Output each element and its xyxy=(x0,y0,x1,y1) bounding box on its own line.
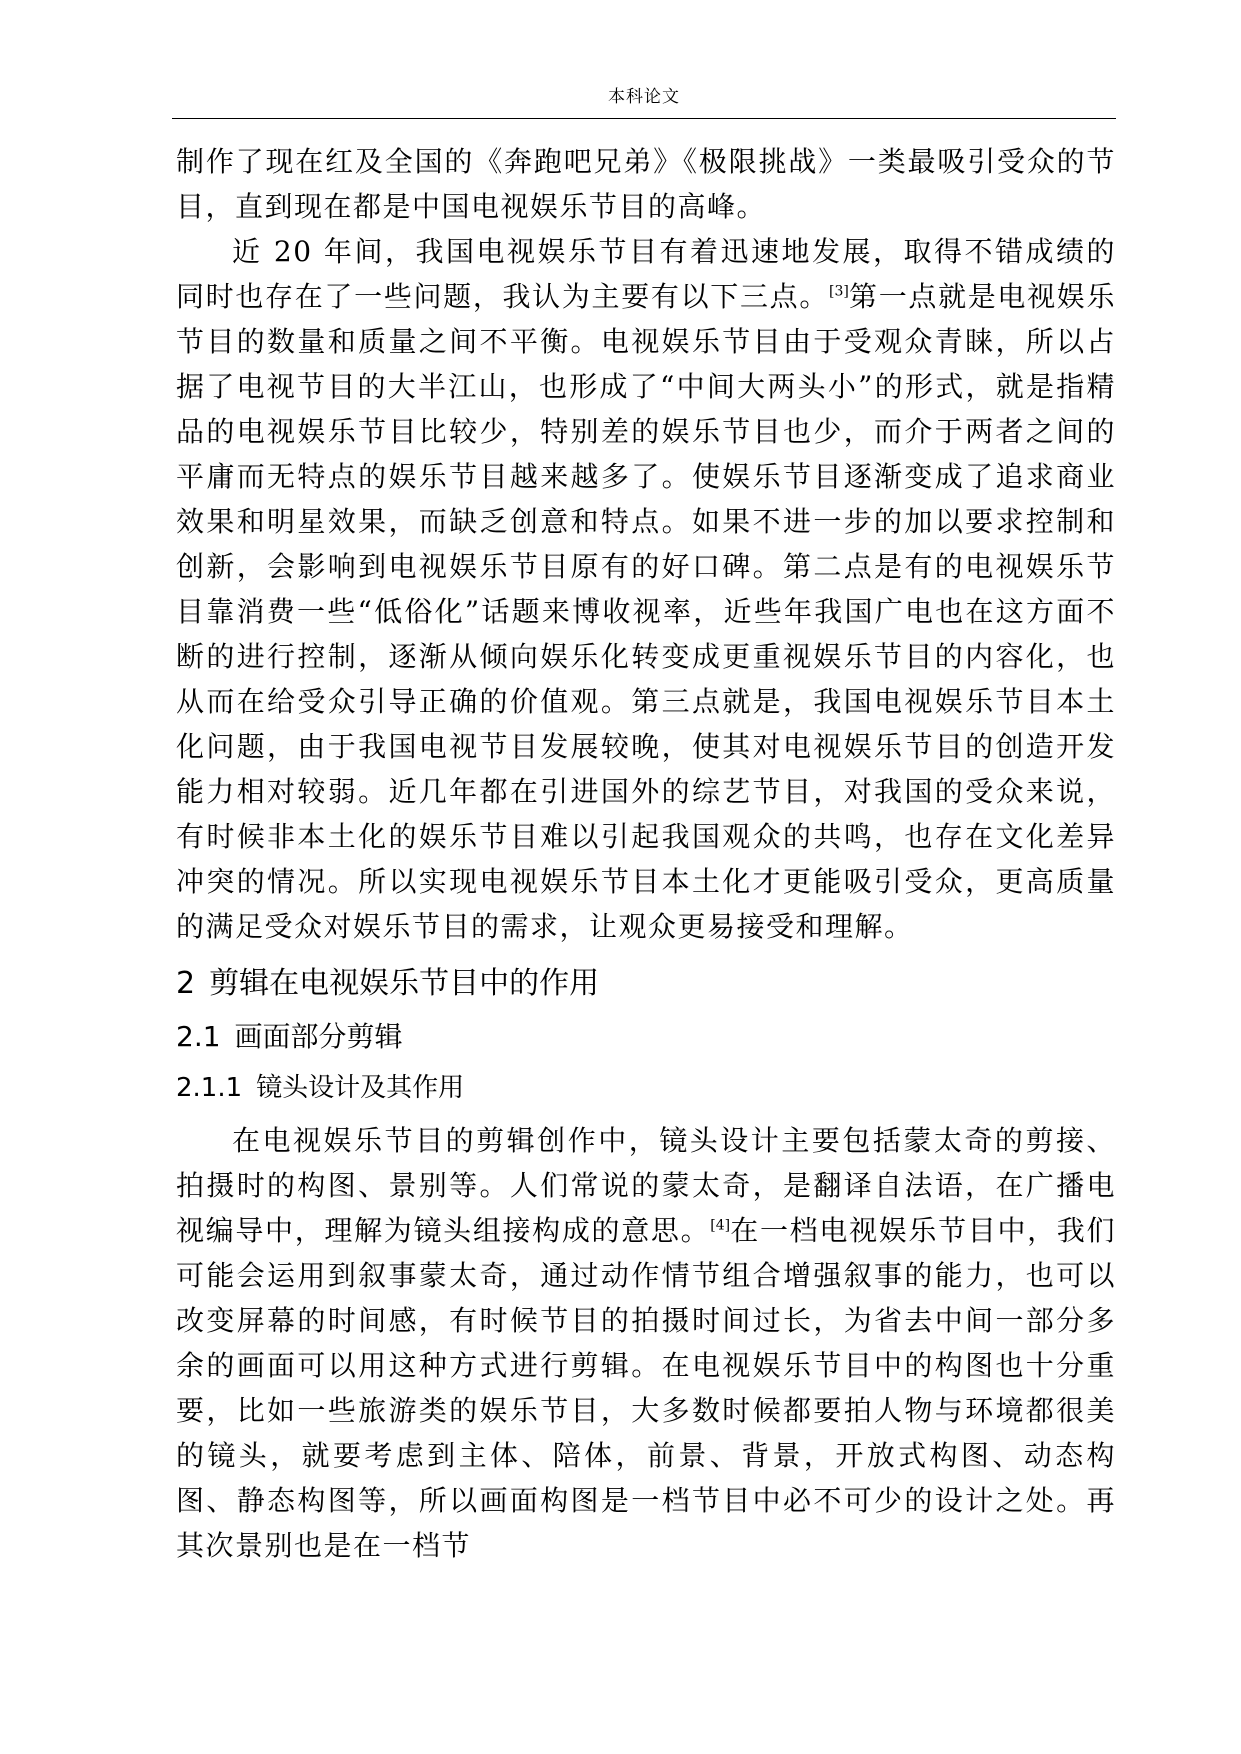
paragraph-problems xyxy=(176,229,1116,949)
paragraph-continuation: 制作了现在红及全国的《奔跑吧兄弟》《极限挑战》一类最吸引受众的节目，直到现在都是中国电视娱乐节目的高峰。 xyxy=(176,145,1116,223)
subsection-title: 画面部分剪辑 xyxy=(234,1020,403,1053)
paragraph-text: 在电视娱乐节目的剪辑创作中，镜头设计主要包括蒙太奇的剪接、拍摄时的构图、景别等。人们常说的蒙太奇，是翻译自法语，在广播电视编导中，理解为镜头组接构成的意思。 xyxy=(176,1124,1116,1247)
page-header xyxy=(172,86,1116,119)
subsubsection-heading xyxy=(176,1075,1116,1101)
section-heading xyxy=(176,966,1116,1001)
document-body xyxy=(176,139,1116,1568)
paragraph-text: 在一档电视娱乐节目中，我们可能会运用到叙事蒙太奇，通过动作情节组合增强叙事的能力，也可以改变屏幕的时间感，有时候节目的拍摄时间过长，为省去中间一部分多余的画面可以用这种方式进行剪辑。在电视娱乐节目中的构图也十分重要，比如一些旅游类的娱乐节目，大多数时候都要拍人物与环境都很美的镜头，就要考虑到主体、陪体，前景、背景，开放式构图、动态构图、静态构图等，所以画面构图是一档节目中必不可少的设计之处。再其次景别也是在一档节 xyxy=(176,1214,1116,1562)
subsection-heading xyxy=(176,1020,1116,1053)
subsubsection-title: 镜头设计及其作用 xyxy=(256,1073,465,1103)
section-number: 2 xyxy=(176,966,196,1001)
citation-ref: [3] xyxy=(829,283,849,300)
citation-ref: [4] xyxy=(710,1217,731,1234)
paragraph-text: 第一点就是电视娱乐节目的数量和质量之间不平衡。电视娱乐节目由于受观众青睐，所以占据了电视节目的大半江山，也形成了“中间大两头小”的形式，就是指精品的电视娱乐节目比较少，特别差的娱乐节目也少，而介于两者之间的平庸而无特点的娱乐节目越来越多了。使娱乐节目逐渐变成了追求商业效果和明星效果，而缺乏创意和特点。如果不进一步的加以要求控制和创新，会影响到电视娱乐节目原有的好口碑。第二点是有的电视娱乐节目靠消费一些“低俗化”话题来博收视率，近些年我国广电也在这方面不断的进行控制，逐渐从倾向娱乐化转变成更重视娱乐节目的内容化，也从而在给受众引导正确的价值观。第三点就是，我国电视娱乐节目本土化问题，由于我国电视节目发展较晚，使其对电视娱乐节目的创造开发能力相对较弱。近几年都在引进国外的综艺节目，对我国的受众来说，有时候非本土化的娱乐节目难以引起我国观众的共鸣，也存在文化差异冲突的情况。所以实现电视娱乐节目本土化才更能吸引受众，更高质量的满足受众对娱乐节目的需求，让观众更易接受和理解。 xyxy=(176,280,1116,943)
subsection-number: 2.1 xyxy=(176,1020,221,1053)
section-title: 剪辑在电视娱乐节目中的作用 xyxy=(209,966,600,1001)
header-title: 本科论文 xyxy=(608,87,680,107)
subsubsection-number: 2.1.1 xyxy=(176,1073,243,1103)
paragraph-shot-design xyxy=(176,1118,1116,1568)
paragraph-text: 近 20 年间，我国电视娱乐节目有着迅速地发展，取得不错成绩的同时也存在了一些问题，我认为主要有以下三点。 xyxy=(176,235,1116,313)
